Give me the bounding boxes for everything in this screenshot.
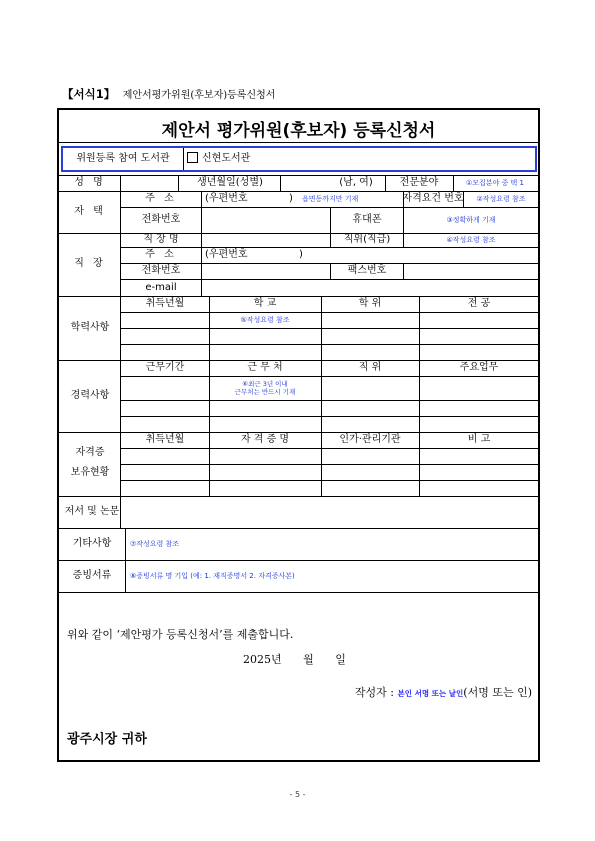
education-header-school: 학 교 — [253, 298, 277, 309]
others-note: ⑦작성요령 참조 — [130, 540, 180, 548]
career-note-line2: 근무처는 반드시 기재 — [234, 388, 296, 396]
proofs-label: 증빙서류 — [72, 570, 112, 581]
certificates-header-name: 자 격 증 명 — [240, 434, 290, 445]
library-registration-label: 위원등록 참여 도서관 — [63, 148, 184, 170]
education-header-major: 전 공 — [467, 298, 491, 309]
career-label: 경력사항 — [70, 390, 110, 401]
specialty-note: ①모집분야 중 택 1 — [466, 179, 524, 187]
registration-form — [57, 108, 540, 762]
career-header-period: 근무기간 — [145, 362, 185, 373]
submission-statement: 위와 같이 ‘제안평가 등록신청서’를 제출합니다. — [67, 628, 294, 641]
workplace-label: 직 장 명 — [143, 234, 179, 245]
work-phone-label: 전화번호 — [141, 265, 181, 276]
date-month: 월 — [303, 653, 314, 666]
mobile-label: 휴대폰 — [352, 214, 382, 225]
qualification-label: 자격요건 번호 — [402, 193, 464, 204]
education-note: ⑤작성요령 참조 — [240, 316, 290, 324]
specialty-label: 전문분야 — [399, 177, 439, 188]
form-header — [62, 86, 275, 102]
work-postal-close: ) — [299, 249, 303, 260]
home-postal-close: ) — [289, 193, 293, 204]
career-header-duties: 주요업무 — [459, 362, 499, 373]
author-signature[interactable]: 본인 서명 또는 날인 — [397, 689, 464, 698]
author-label: 작성자 : — [354, 686, 394, 699]
proofs-note: ⑧증빙서류 명 기입 (예: 1. 재직증명서 2. 자격증사본) — [130, 572, 295, 580]
certificates-label-line2: 보유현황 — [70, 467, 110, 478]
home-address-note: 읍면동까지만 기재 — [302, 195, 359, 203]
home-address-label: 주 소 — [145, 193, 177, 204]
date-day: 일 — [335, 653, 346, 666]
career-header-workplace: 근 무 처 — [247, 362, 283, 373]
qualification-note: ②작성요령 참조 — [476, 195, 526, 203]
mobile-note: ③정확하게 기재 — [446, 216, 496, 224]
library-option[interactable] — [187, 148, 250, 170]
career-note-line1: ⑥최근 3년 이내 — [242, 380, 288, 388]
certificates-header-remarks: 비 고 — [467, 434, 491, 445]
author-line — [355, 684, 532, 700]
work-address-label: 주 소 — [145, 249, 177, 260]
certificates-header-issuer: 인가·관리기관 — [339, 434, 401, 445]
name-field[interactable] — [121, 176, 177, 190]
form-number: 【서식1】 — [62, 87, 116, 101]
position-label: 직위(직급) — [343, 234, 391, 245]
education-header-date: 취득년월 — [145, 298, 185, 309]
work-label: 직 장 — [74, 258, 106, 269]
library-registration-row — [61, 146, 537, 172]
career-header-position: 직 위 — [358, 362, 382, 373]
certificates-header-date: 취득년월 — [145, 434, 185, 445]
home-phone-label: 전화번호 — [141, 214, 181, 225]
home-label: 자 택 — [74, 206, 106, 217]
form-name: 제안서평가위원(후보자)등록신청서 — [122, 90, 276, 101]
home-postal[interactable]: (우편번호 — [205, 193, 248, 204]
gender-value[interactable]: (남, 여) — [339, 177, 373, 188]
library-checkbox[interactable] — [187, 152, 198, 163]
papers-label: 저서 및 논문 — [64, 506, 120, 517]
position-note: ④작성요령 참조 — [446, 236, 496, 244]
fax-label: 팩스번호 — [347, 265, 387, 276]
education-label: 학력사항 — [70, 322, 110, 333]
others-label: 기타사항 — [72, 538, 112, 549]
birth-label: 생년월일(성별) — [197, 177, 263, 188]
date-year: 2025년 — [243, 653, 282, 666]
name-label: 성 명 — [74, 177, 106, 188]
page-number: - 5 - — [289, 790, 306, 799]
addressee: 광주시장 귀하 — [67, 732, 147, 747]
library-option-label: 신현도서관 — [202, 153, 251, 164]
education-header-degree: 학 위 — [358, 298, 382, 309]
work-postal[interactable]: (우편번호 — [205, 249, 248, 260]
author-suffix: (서명 또는 인) — [463, 686, 532, 699]
form-title: 제안서 평가위원(후보자) 등록신청서 — [161, 121, 436, 141]
email-label: e-mail — [145, 282, 177, 293]
certificates-label-line1: 자격증 — [75, 447, 105, 458]
submission-date — [243, 651, 364, 667]
